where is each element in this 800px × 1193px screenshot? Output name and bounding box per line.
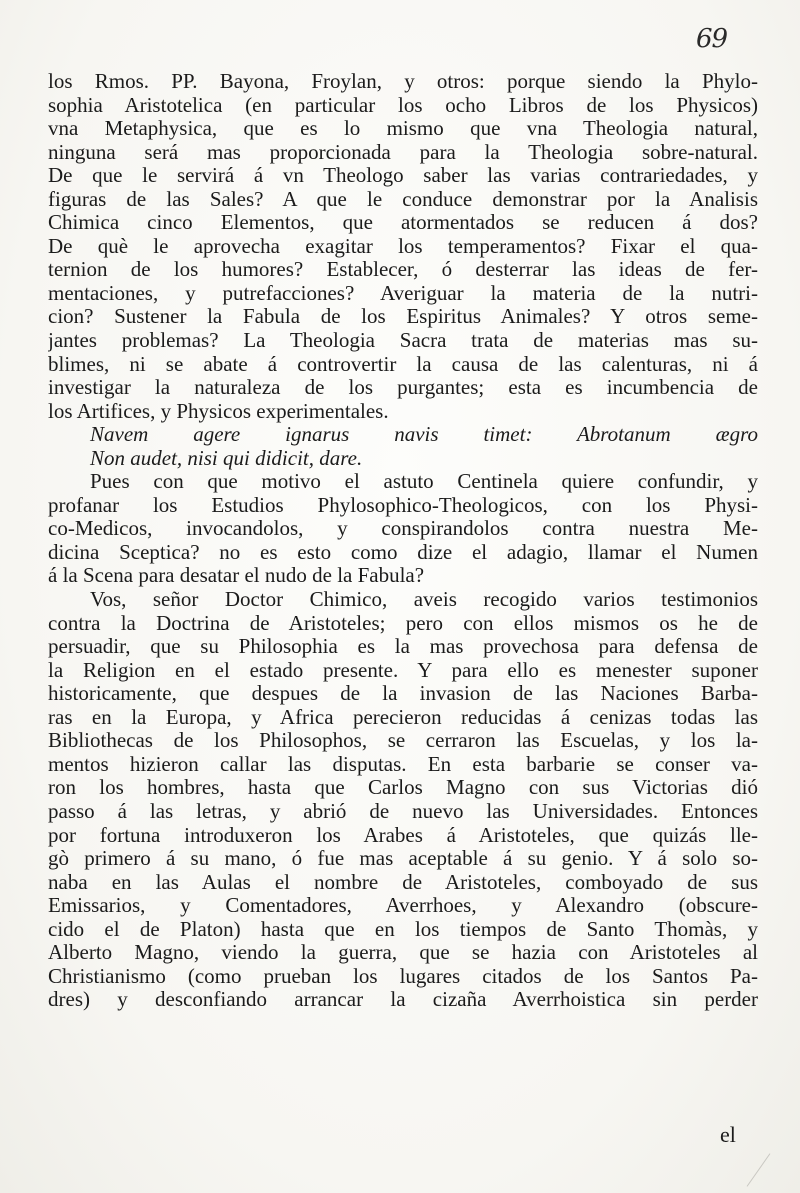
text-line: mentaciones, y putrefacciones? Averiguar la materia de la nutri- [48, 281, 758, 305]
text-line: blimes, ni se abate á controvertir la causa de las calenturas, ni á [48, 352, 758, 376]
text-line: á la Scena para desatar el nudo de la Fabula? [48, 564, 425, 588]
text-line: jantes problemas? La Theologia Sacra trata de materias mas su- [48, 329, 758, 353]
text-line: investigar la naturaleza de los purgantes; esta es incumbencia de [48, 376, 758, 400]
text-line: Christianismo (como prueban los lugares citados de los Santos Pa- [48, 964, 758, 988]
text-line: contra la Doctrina de Aristoteles; pero con ellos mismos os he de [48, 611, 758, 635]
text-line: historicamente, que despues de la invasion de las Naciones Barba- [48, 682, 758, 706]
text-line: vna Metaphysica, que es lo mismo que vna Theologia natural, [48, 117, 758, 141]
text-line: Emissarios, y Comentadores, Averrhoes, y Alexandro (obscure- [48, 894, 758, 918]
text-line: naba en las Aulas el nombre de Aristoteles, comboyado de sus [48, 870, 758, 894]
text-line: persuadir, que su Philosophia es la mas provechosa para defensa de [48, 635, 758, 659]
text-line: dicina Sceptica? no es esto como dize el adagio, llamar el Numen [48, 540, 758, 564]
text-line: ron los hombres, hasta que Carlos Magno con sus Victorias dió [48, 776, 758, 800]
text-line: ras en la Europa, y Africa perecieron reducidas á cenizas todas las [48, 705, 758, 729]
text-line: la Religion en el estado presente. Y para ello es menester suponer [48, 658, 758, 682]
text-line: cido el de Platon) hasta que en los tiempos de Santo Thomàs, y [48, 917, 758, 941]
text-line: gò primero á su mano, ó fue mas aceptable á su genio. Y á solo so- [48, 847, 758, 871]
text-line: los Artifices, y Physicos experimentales. [48, 399, 389, 423]
body-text [48, 70, 758, 1012]
text-line: Pues con que motivo el astuto Centinela quiere confundir, y [90, 470, 758, 494]
text-line: ninguna será mas proporcionada para la Theologia sobre-natural. [48, 140, 758, 164]
text-line: cion? Sustener la Fabula de los Espiritus Animales? Y otros seme- [48, 305, 758, 329]
text-line: passo á las letras, y abrió de nuevo las Universidades. Entonces [48, 799, 758, 823]
text-line: figuras de las Sales? A que le conduce demonstrar por la Analisis [48, 187, 758, 211]
text-line: los Rmos. PP. Bayona, Froylan, y otros: porque siendo la Phylo- [48, 70, 758, 93]
margin-mark [747, 1153, 771, 1186]
text-line: Vos, señor Doctor Chimico, aveis recogido varios testimonios [90, 588, 758, 612]
text-line: sophia Aristotelica (en particular los ocho Libros de los Physicos) [48, 93, 758, 117]
text-line: co-Medicos, invocandolos, y conspirandolos contra nuestra Me- [48, 517, 758, 541]
text-line: Non audet, nisi qui didicit, dare. [90, 446, 363, 470]
page-number: 69 [696, 24, 728, 54]
text-line: mentos hizieron callar las disputas. En esta barbarie se conser va- [48, 752, 758, 776]
text-line: dres) y desconfiando arrancar la cizaña Averrhoistica sin perder [48, 988, 758, 1012]
text-line: Alberto Magno, viendo la guerra, que se hazia con Aristoteles al [48, 941, 758, 965]
text-line: Navem agere ignarus navis timet: Abrotanum ægro [90, 423, 758, 447]
text-line: De que le servirá á vn Theologo saber las varias contrariedades, y [48, 164, 758, 188]
text-line: profanar los Estudios Phylosophico-Theologicos, con los Physi- [48, 493, 758, 517]
text-line: ternion de los humores? Establecer, ó desterrar las ideas de fer- [48, 258, 758, 282]
text-line: De què le aprovecha exagitar los temperamentos? Fixar el qua- [48, 234, 758, 258]
text-line: por fortuna introduxeron los Arabes á Aristoteles, que quizás lle- [48, 823, 758, 847]
text-line: Bibliothecas de los Philosophos, se cerraron las Escuelas, y los la- [48, 729, 758, 753]
text-line: Chimica cinco Elementos, que atormentados se reducen á dos? [48, 211, 758, 235]
catchword: el [720, 1122, 736, 1147]
